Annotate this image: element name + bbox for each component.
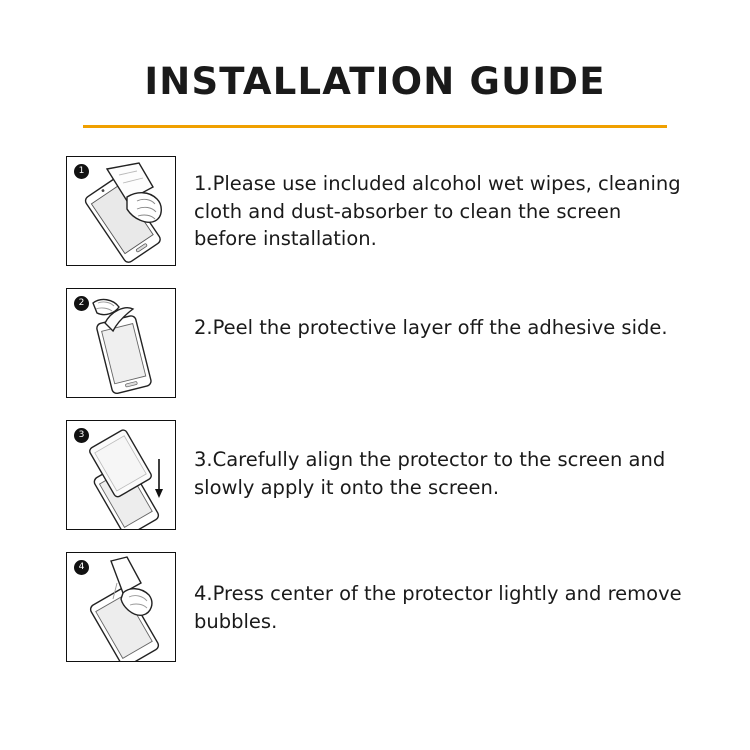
step-4-body: Press center of the protector lightly and remove bubbles. — [194, 582, 682, 633]
step-3-number: 3. — [194, 448, 213, 471]
step-4-illustration — [66, 552, 176, 662]
step-1-badge: 1 — [74, 164, 89, 179]
list-item — [66, 420, 684, 530]
list-item — [66, 552, 684, 662]
title-divider — [83, 125, 667, 128]
list-item — [66, 156, 684, 266]
step-1-illustration — [66, 156, 176, 266]
step-1-body: Please use included alcohol wet wipes, cleaning cloth and dust-absorber to clean the screen before installation. — [194, 172, 681, 251]
step-2-number: 2. — [194, 316, 213, 339]
step-2-badge: 2 — [74, 296, 89, 311]
step-2-illustration — [66, 288, 176, 398]
page-title: INSTALLATION GUIDE — [144, 60, 606, 103]
step-3-illustration — [66, 420, 176, 530]
step-3-text — [176, 420, 684, 501]
step-2-body: Peel the protective layer off the adhesive side. — [212, 316, 668, 339]
steps-list — [0, 156, 750, 662]
step-3-body: Carefully align the protector to the screen and slowly apply it onto the screen. — [194, 448, 666, 499]
list-item — [66, 288, 684, 398]
step-1-number: 1. — [194, 172, 213, 195]
step-1-text — [176, 156, 684, 253]
step-4-number: 4. — [194, 582, 213, 605]
step-4-text — [176, 552, 684, 635]
step-2-text — [176, 288, 668, 342]
step-3-badge: 3 — [74, 428, 89, 443]
step-4-badge: 4 — [74, 560, 89, 575]
